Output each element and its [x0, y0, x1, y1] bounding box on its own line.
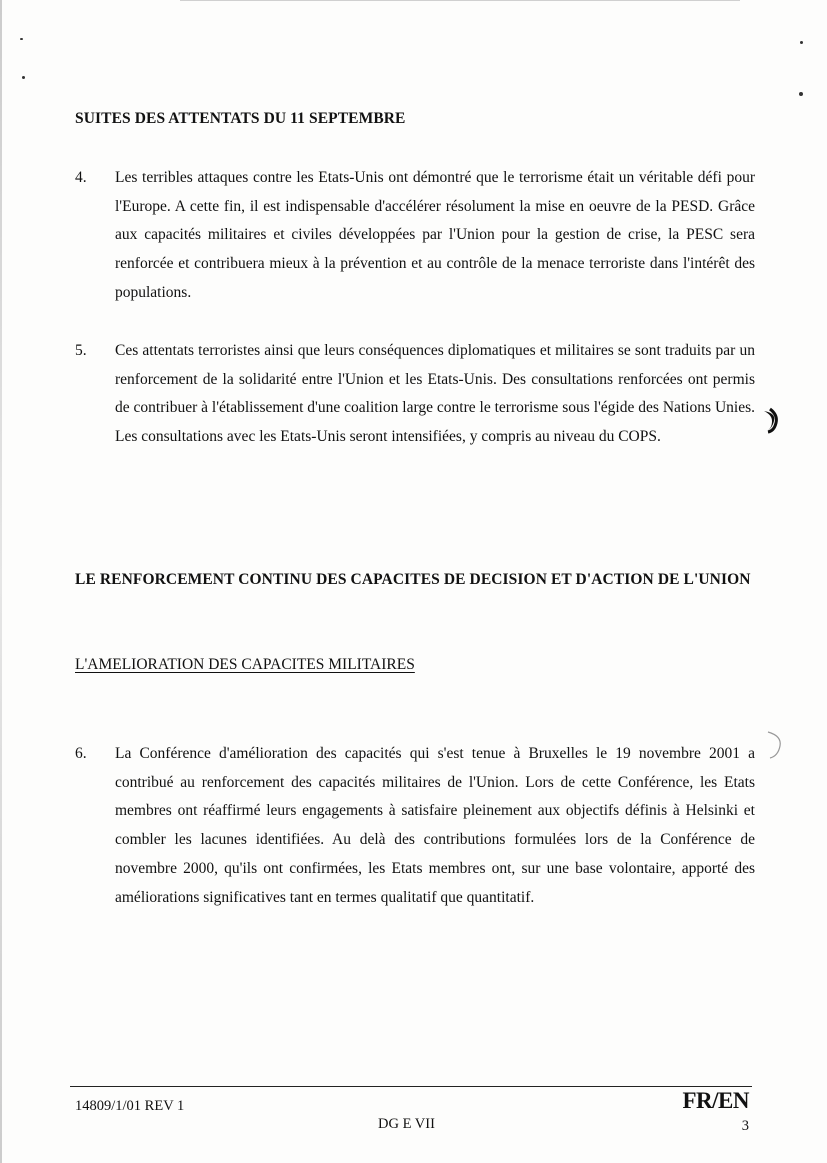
paragraph-number: 6.	[75, 745, 87, 762]
page-number: 3	[741, 1118, 749, 1134]
scan-speck	[22, 76, 25, 79]
paragraph-5	[75, 337, 755, 452]
scan-speck	[800, 41, 803, 44]
document-reference: 14809/1/01 REV 1	[75, 1098, 185, 1114]
subheading-capacites-militaires: L'AMELIORATION DES CAPACITES MILITAIRES	[75, 656, 415, 673]
binder-mark-icon	[760, 405, 786, 435]
scan-speck	[799, 92, 803, 96]
paragraph-4	[75, 164, 755, 308]
paragraph-text: Les terribles attaques contre les Etats-Unis ont démontré que le terrorisme était un véritable défi pour l'Europe. A cette fin, il est indispensable d'accélérer résolument la mise en oeuvre de la PESD. Grâce aux capacités militaires et civiles développées par l'Union pour la gestion de crise, la PESC sera renforcée et contribuera mieux à la prévention et au contrôle de la menace terroriste dans l'intérêt des populations.	[115, 169, 755, 301]
paragraph-text: La Conférence d'amélioration des capacités qui s'est tenue à Bruxelles le 19 novembre 2001 a contribué au renforcement des capacités militaires de l'Union. Lors de cette Conférence, les Etats membres ont réaffirmé leurs engagements à satisfaire pleinement aux objectifs définis à Helsinki et combler les lacunes identifiées. Au delà des contributions formulées lors de la Conférence de novembre 2000, qu'ils ont confirmées, les Etats membres ont, sur une base volontaire, apporté des améliorations significatives tant en termes qualitatif que quantitatif.	[115, 745, 755, 906]
department-code: DG E VII	[378, 1116, 435, 1132]
footer-divider	[70, 1086, 752, 1087]
language-code: FR/EN	[682, 1088, 749, 1113]
scan-top-edge	[180, 0, 740, 1]
binder-mark-icon	[762, 728, 788, 760]
scan-speck	[20, 38, 23, 40]
paragraph-number: 4.	[75, 169, 87, 186]
paragraph-text: Ces attentats terroristes ainsi que leurs conséquences diplomatiques et militaires se sont traduits par un renforcement de la solidarité entre l'Union et les Etats-Unis. Des consultations renforcées ont permis de contribuer à l'établissement d'une coalition large contre le terrorisme sous l'égide des Nations Unies. Les consultations avec les Etats-Unis seront intensifiées, y compris au niveau du COPS.	[115, 342, 755, 446]
scan-edge-shadow	[0, 0, 2, 1163]
section-heading-renforcement: LE RENFORCEMENT CONTINU DES CAPACITES DE DECISION ET D'ACTION DE L'UNION	[75, 571, 751, 588]
section-heading-attentats: SUITES DES ATTENTATS DU 11 SEPTEMBRE	[75, 110, 406, 127]
paragraph-6	[75, 740, 755, 912]
paragraph-number: 5.	[75, 342, 87, 359]
